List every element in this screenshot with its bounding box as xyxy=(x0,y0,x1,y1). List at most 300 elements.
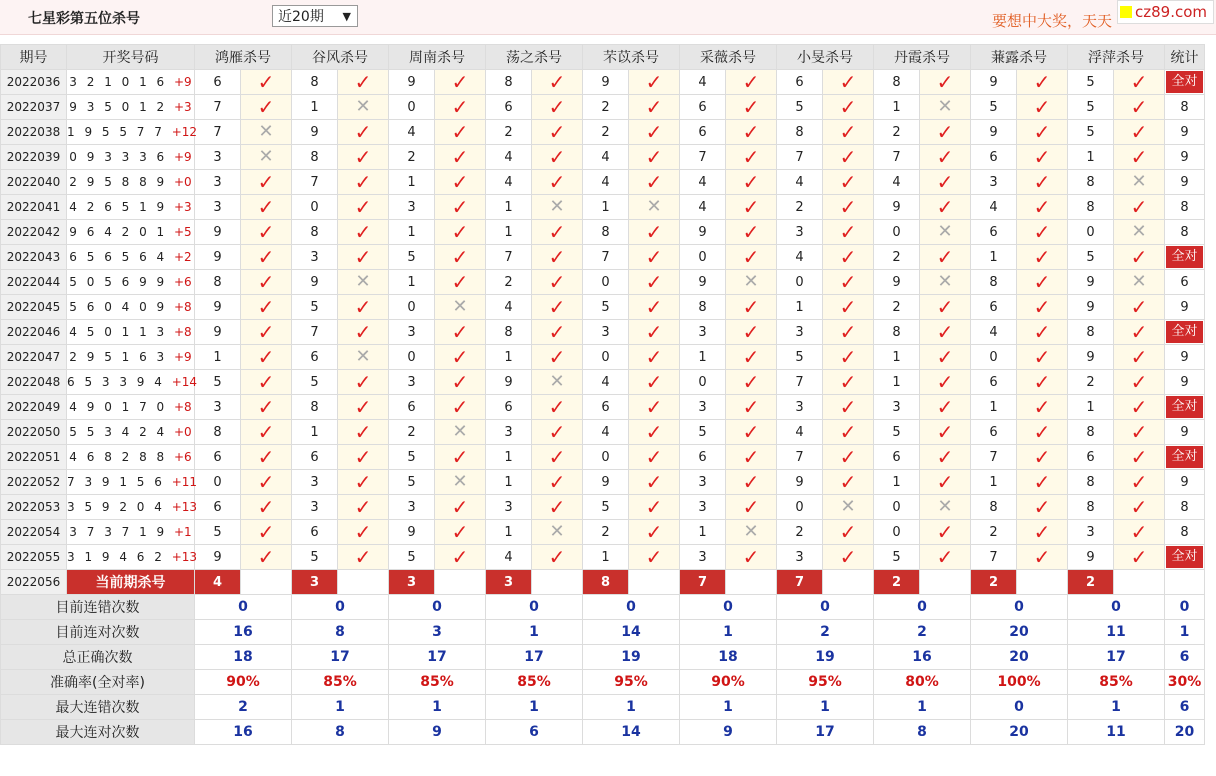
summary-value: 20 xyxy=(971,620,1068,645)
kill-number-cell: 3 xyxy=(389,495,435,520)
result-cell xyxy=(532,245,583,270)
table-row xyxy=(1,220,1205,245)
kill-number-cell: 6 xyxy=(583,395,629,420)
summary-value: 17 xyxy=(292,645,389,670)
result-cell xyxy=(920,420,971,445)
result-cell xyxy=(1114,495,1165,520)
draw-digits: 7 3 9 1 5 6 xyxy=(67,475,172,489)
check-icon: ✓ xyxy=(645,545,663,569)
kill-number-cell: 9 xyxy=(874,195,920,220)
draw-sum: +9 xyxy=(174,75,192,89)
check-icon: ✓ xyxy=(354,245,372,269)
kill-number-cell: 9 xyxy=(1068,545,1114,570)
result-cell xyxy=(241,395,292,420)
kill-number-cell: 3 xyxy=(389,370,435,395)
draw-sum: +3 xyxy=(174,100,192,114)
check-icon: ✓ xyxy=(839,270,857,294)
result-cell xyxy=(435,70,486,95)
kill-number-cell: 5 xyxy=(583,495,629,520)
kill-number-cell: 9 xyxy=(777,470,823,495)
result-cell xyxy=(823,520,874,545)
check-icon: ✓ xyxy=(354,295,372,319)
kill-number-cell: 4 xyxy=(680,195,726,220)
cross-icon: ✕ xyxy=(937,221,953,242)
current-period-cell: 2022056 xyxy=(1,570,67,595)
result-cell xyxy=(435,245,486,270)
result-cell xyxy=(435,445,486,470)
summary-value: 8 xyxy=(292,720,389,745)
summary-value: 8 xyxy=(874,720,971,745)
kill-number-cell: 7 xyxy=(777,145,823,170)
check-icon: ✓ xyxy=(1130,495,1148,519)
table-row xyxy=(1,445,1205,470)
check-icon: ✓ xyxy=(548,420,566,444)
period-select[interactable] xyxy=(272,5,358,27)
kill-number-cell: 0 xyxy=(292,195,338,220)
draw-number-cell xyxy=(67,495,198,520)
summary-value: 90% xyxy=(680,670,777,695)
result-cell xyxy=(1017,470,1068,495)
column-header-period: 期号 xyxy=(1,45,67,70)
kill-number-cell: 8 xyxy=(680,295,726,320)
result-cell xyxy=(1114,270,1165,295)
draw-digits: 3 1 9 4 6 2 xyxy=(67,550,172,564)
check-icon: ✓ xyxy=(548,495,566,519)
check-icon: ✓ xyxy=(257,220,275,244)
current-kill-number: 4 xyxy=(195,570,241,595)
result-cell xyxy=(435,345,486,370)
result-cell xyxy=(241,270,292,295)
summary-value: 85% xyxy=(389,670,486,695)
table-row xyxy=(1,320,1205,345)
result-cell xyxy=(241,220,292,245)
check-icon: ✓ xyxy=(451,370,469,394)
kill-number-cell: 1 xyxy=(486,220,532,245)
result-cell xyxy=(1017,295,1068,320)
summary-value: 19 xyxy=(777,645,874,670)
result-cell xyxy=(1114,395,1165,420)
summary-value: 1 xyxy=(777,695,874,720)
current-kill-number: 2 xyxy=(1068,570,1114,595)
cross-icon: ✕ xyxy=(646,196,662,217)
column-header-expert: 丹霞杀号 xyxy=(874,45,971,70)
result-cell xyxy=(629,320,680,345)
check-icon: ✓ xyxy=(1033,270,1051,294)
draw-number-cell xyxy=(67,95,195,120)
check-icon: ✓ xyxy=(839,220,857,244)
result-cell xyxy=(1114,445,1165,470)
draw-number-cell xyxy=(67,70,195,95)
kill-number-cell: 3 xyxy=(292,470,338,495)
kill-number-cell: 7 xyxy=(971,545,1017,570)
result-cell xyxy=(920,345,971,370)
result-cell xyxy=(920,370,971,395)
result-cell xyxy=(726,520,777,545)
table-row xyxy=(1,345,1205,370)
summary-value: 95% xyxy=(777,670,874,695)
kill-number-cell: 6 xyxy=(680,445,726,470)
summary-stat: 30% xyxy=(1165,670,1205,695)
kill-number-cell: 0 xyxy=(583,445,629,470)
summary-value: 0 xyxy=(486,595,583,620)
kill-number-cell: 9 xyxy=(389,70,435,95)
check-icon: ✓ xyxy=(645,520,663,544)
column-header-expert: 芣苡杀号 xyxy=(583,45,680,70)
result-cell xyxy=(1017,195,1068,220)
summary-value: 85% xyxy=(1068,670,1165,695)
kill-number-cell: 8 xyxy=(1068,170,1114,195)
kill-number-cell: 8 xyxy=(195,420,241,445)
check-icon: ✓ xyxy=(1033,95,1051,119)
summary-stat: 6 xyxy=(1165,695,1205,720)
kill-number-cell: 6 xyxy=(971,295,1017,320)
check-icon: ✓ xyxy=(936,370,954,394)
check-icon: ✓ xyxy=(936,170,954,194)
summary-value: 0 xyxy=(680,595,777,620)
stat-cell xyxy=(1165,545,1205,570)
result-cell xyxy=(532,195,583,220)
result-cell xyxy=(1017,270,1068,295)
kill-number-cell: 0 xyxy=(874,495,920,520)
kill-number-cell: 6 xyxy=(777,70,823,95)
summary-value: 16 xyxy=(874,645,971,670)
table-row xyxy=(1,195,1205,220)
kill-number-cell: 3 xyxy=(486,420,532,445)
result-cell xyxy=(1017,120,1068,145)
result-cell xyxy=(532,545,583,570)
current-kill-number: 7 xyxy=(680,570,726,595)
kill-number-cell: 0 xyxy=(874,220,920,245)
check-icon: ✓ xyxy=(257,545,275,569)
result-cell xyxy=(629,70,680,95)
cross-icon: ✕ xyxy=(549,521,565,542)
check-icon: ✓ xyxy=(451,120,469,144)
stat-cell xyxy=(1165,395,1205,420)
draw-digits: 2 9 5 8 8 9 xyxy=(69,175,174,189)
result-cell xyxy=(338,445,389,470)
draw-sum: +8 xyxy=(174,300,192,314)
check-icon: ✓ xyxy=(1130,95,1148,119)
check-icon: ✓ xyxy=(1033,220,1051,244)
current-period-row xyxy=(1,570,1205,595)
check-icon: ✓ xyxy=(742,470,760,494)
result-cell xyxy=(1114,195,1165,220)
kill-number-cell: 4 xyxy=(680,170,726,195)
page-title: 七星彩第五位杀号 xyxy=(28,11,140,27)
draw-number-cell xyxy=(67,220,195,245)
column-header-stat: 统计 xyxy=(1165,45,1205,70)
kill-number-cell: 9 xyxy=(292,270,338,295)
kill-number-cell: 9 xyxy=(292,120,338,145)
kill-number-cell: 0 xyxy=(389,295,435,320)
kill-number-cell: 2 xyxy=(874,295,920,320)
check-icon: ✓ xyxy=(257,345,275,369)
result-cell xyxy=(435,195,486,220)
kill-number-cell: 1 xyxy=(777,295,823,320)
result-cell xyxy=(532,370,583,395)
result-cell xyxy=(241,445,292,470)
draw-digits: 5 5 3 4 2 4 xyxy=(69,425,174,439)
kill-number-cell: 8 xyxy=(874,70,920,95)
site-logo[interactable] xyxy=(1117,0,1214,24)
summary-stat: 6 xyxy=(1165,645,1205,670)
stat-cell: 9 xyxy=(1165,420,1205,445)
stat-cell xyxy=(1165,320,1205,345)
kill-number-cell: 3 xyxy=(680,495,726,520)
result-cell xyxy=(1114,545,1165,570)
result-cell xyxy=(920,120,971,145)
kill-number-cell: 6 xyxy=(195,445,241,470)
check-icon: ✓ xyxy=(839,95,857,119)
result-cell xyxy=(823,70,874,95)
check-icon: ✓ xyxy=(1033,420,1051,444)
result-cell xyxy=(1114,120,1165,145)
check-icon: ✓ xyxy=(742,295,760,319)
kill-number-cell: 2 xyxy=(777,195,823,220)
summary-value: 1 xyxy=(292,695,389,720)
kill-number-cell: 9 xyxy=(389,520,435,545)
kill-number-cell: 9 xyxy=(971,120,1017,145)
check-icon: ✓ xyxy=(1130,320,1148,344)
kill-number-cell: 2 xyxy=(583,120,629,145)
kill-number-cell: 2 xyxy=(1068,370,1114,395)
result-cell xyxy=(1114,420,1165,445)
summary-value: 19 xyxy=(583,645,680,670)
draw-number-cell xyxy=(67,470,198,495)
kill-number-cell: 9 xyxy=(1068,270,1114,295)
check-icon: ✓ xyxy=(257,170,275,194)
kill-number-cell: 7 xyxy=(777,445,823,470)
check-icon: ✓ xyxy=(451,445,469,469)
kill-number-cell: 5 xyxy=(680,420,726,445)
period-cell: 2022047 xyxy=(1,345,67,370)
summary-value: 0 xyxy=(292,595,389,620)
draw-sum: +9 xyxy=(174,150,192,164)
summary-value: 90% xyxy=(195,670,292,695)
current-kill-number: 8 xyxy=(583,570,629,595)
result-cell xyxy=(435,220,486,245)
kill-number-cell: 3 xyxy=(971,170,1017,195)
result-cell xyxy=(629,470,680,495)
check-icon: ✓ xyxy=(548,245,566,269)
result-cell xyxy=(726,120,777,145)
period-cell: 2022052 xyxy=(1,470,67,495)
draw-sum: +0 xyxy=(174,175,192,189)
kill-number-cell: 2 xyxy=(389,420,435,445)
kill-number-cell: 5 xyxy=(292,370,338,395)
kill-number-cell: 8 xyxy=(486,70,532,95)
stat-cell: 6 xyxy=(1165,270,1205,295)
all-correct-badge: 全对 xyxy=(1166,246,1203,268)
check-icon: ✓ xyxy=(548,320,566,344)
result-cell xyxy=(823,470,874,495)
kill-number-cell: 5 xyxy=(389,545,435,570)
kill-number-cell: 9 xyxy=(486,370,532,395)
cross-icon: ✕ xyxy=(549,196,565,217)
current-empty-cell xyxy=(532,570,583,595)
kill-number-cell: 5 xyxy=(1068,120,1114,145)
result-cell xyxy=(532,345,583,370)
check-icon: ✓ xyxy=(645,420,663,444)
check-icon: ✓ xyxy=(645,270,663,294)
result-cell xyxy=(1017,95,1068,120)
kill-number-cell: 5 xyxy=(195,370,241,395)
kill-number-cell: 2 xyxy=(583,95,629,120)
kill-number-cell: 4 xyxy=(486,145,532,170)
check-icon: ✓ xyxy=(839,170,857,194)
kill-number-cell: 9 xyxy=(195,220,241,245)
current-kill-number: 3 xyxy=(486,570,532,595)
result-cell xyxy=(726,70,777,95)
result-cell xyxy=(823,295,874,320)
summary-value: 14 xyxy=(583,720,680,745)
check-icon: ✓ xyxy=(839,470,857,494)
summary-value: 11 xyxy=(1068,620,1165,645)
kill-number-cell: 7 xyxy=(292,320,338,345)
result-cell xyxy=(435,170,486,195)
kill-number-cell: 6 xyxy=(971,220,1017,245)
kill-number-cell: 9 xyxy=(583,70,629,95)
draw-sum: +0 xyxy=(174,425,192,439)
result-cell xyxy=(435,320,486,345)
kill-number-cell: 0 xyxy=(874,520,920,545)
check-icon: ✓ xyxy=(839,320,857,344)
result-cell xyxy=(726,320,777,345)
cross-icon: ✕ xyxy=(1131,221,1147,242)
slogan: 要想中大奖，天天 xyxy=(992,12,1113,30)
result-cell xyxy=(241,345,292,370)
result-cell xyxy=(629,370,680,395)
table-row xyxy=(1,495,1205,520)
stat-cell: 9 xyxy=(1165,295,1205,320)
check-icon: ✓ xyxy=(839,420,857,444)
result-cell xyxy=(823,120,874,145)
check-icon: ✓ xyxy=(257,370,275,394)
table-row xyxy=(1,95,1205,120)
kill-number-cell: 3 xyxy=(777,220,823,245)
result-cell xyxy=(920,495,971,520)
kill-number-cell: 5 xyxy=(874,420,920,445)
kill-number-cell: 3 xyxy=(680,320,726,345)
kill-number-cell: 7 xyxy=(777,370,823,395)
kill-number-cell: 1 xyxy=(971,245,1017,270)
result-cell xyxy=(726,445,777,470)
table-row xyxy=(1,395,1205,420)
kill-number-cell: 5 xyxy=(389,245,435,270)
result-cell xyxy=(1114,220,1165,245)
check-icon: ✓ xyxy=(742,220,760,244)
result-cell xyxy=(1114,95,1165,120)
summary-value: 85% xyxy=(486,670,583,695)
result-cell xyxy=(241,295,292,320)
result-cell xyxy=(435,145,486,170)
result-cell xyxy=(823,420,874,445)
summary-value: 100% xyxy=(971,670,1068,695)
table-row xyxy=(1,245,1205,270)
result-cell xyxy=(338,220,389,245)
summary-value: 1 xyxy=(1068,695,1165,720)
summary-value: 95% xyxy=(583,670,680,695)
check-icon: ✓ xyxy=(1033,145,1051,169)
kill-number-cell: 4 xyxy=(389,120,435,145)
kill-number-cell: 1 xyxy=(971,470,1017,495)
result-cell xyxy=(338,370,389,395)
summary-value: 18 xyxy=(680,645,777,670)
all-correct-badge: 全对 xyxy=(1166,396,1203,418)
check-icon: ✓ xyxy=(451,195,469,219)
result-cell xyxy=(532,520,583,545)
kill-number-cell: 5 xyxy=(777,95,823,120)
summary-value: 0 xyxy=(389,595,486,620)
kill-number-cell: 9 xyxy=(680,270,726,295)
check-icon: ✓ xyxy=(354,470,372,494)
result-cell xyxy=(823,95,874,120)
stat-cell xyxy=(1165,245,1205,270)
kill-number-cell: 1 xyxy=(195,345,241,370)
kill-number-cell: 6 xyxy=(971,420,1017,445)
draw-sum: +3 xyxy=(174,200,192,214)
table-header xyxy=(1,45,1205,70)
check-icon: ✓ xyxy=(742,420,760,444)
stat-cell: 9 xyxy=(1165,120,1205,145)
check-icon: ✓ xyxy=(839,245,857,269)
result-cell xyxy=(823,245,874,270)
check-icon: ✓ xyxy=(354,320,372,344)
draw-number-cell xyxy=(67,545,198,570)
draw-digits: 4 2 6 5 1 9 xyxy=(69,200,174,214)
kill-number-cell: 5 xyxy=(1068,70,1114,95)
kill-number-cell: 7 xyxy=(195,120,241,145)
cross-icon: ✕ xyxy=(355,346,371,367)
check-icon: ✓ xyxy=(257,270,275,294)
check-icon: ✓ xyxy=(354,70,372,94)
all-correct-badge: 全对 xyxy=(1166,321,1203,343)
draw-number-cell xyxy=(67,420,195,445)
kill-number-cell: 8 xyxy=(1068,495,1114,520)
check-icon: ✓ xyxy=(451,545,469,569)
draw-sum: +9 xyxy=(174,350,192,364)
logo-square-icon xyxy=(1120,6,1132,18)
check-icon: ✓ xyxy=(451,170,469,194)
summary-value: 17 xyxy=(486,645,583,670)
stat-cell xyxy=(1165,445,1205,470)
current-empty-cell xyxy=(629,570,680,595)
draw-digits: 5 0 5 6 9 9 xyxy=(69,275,174,289)
period-cell: 2022051 xyxy=(1,445,67,470)
kill-number-cell: 8 xyxy=(874,320,920,345)
draw-sum: +12 xyxy=(171,125,198,139)
result-cell xyxy=(435,520,486,545)
cross-icon: ✕ xyxy=(1131,271,1147,292)
current-kill-label: 当前期杀号 xyxy=(67,570,195,595)
result-cell xyxy=(1017,395,1068,420)
kill-number-cell: 0 xyxy=(680,370,726,395)
summary-stat: 20 xyxy=(1165,720,1205,745)
kill-number-cell: 0 xyxy=(583,270,629,295)
summary-value: 2 xyxy=(874,620,971,645)
check-icon: ✓ xyxy=(645,345,663,369)
result-cell xyxy=(338,495,389,520)
cross-icon: ✕ xyxy=(355,271,371,292)
kill-number-cell: 4 xyxy=(777,170,823,195)
period-cell: 2022045 xyxy=(1,295,67,320)
kill-number-cell: 1 xyxy=(583,195,629,220)
result-cell xyxy=(1017,445,1068,470)
result-cell xyxy=(629,120,680,145)
result-cell xyxy=(1017,520,1068,545)
check-icon: ✓ xyxy=(936,470,954,494)
result-cell xyxy=(241,470,292,495)
